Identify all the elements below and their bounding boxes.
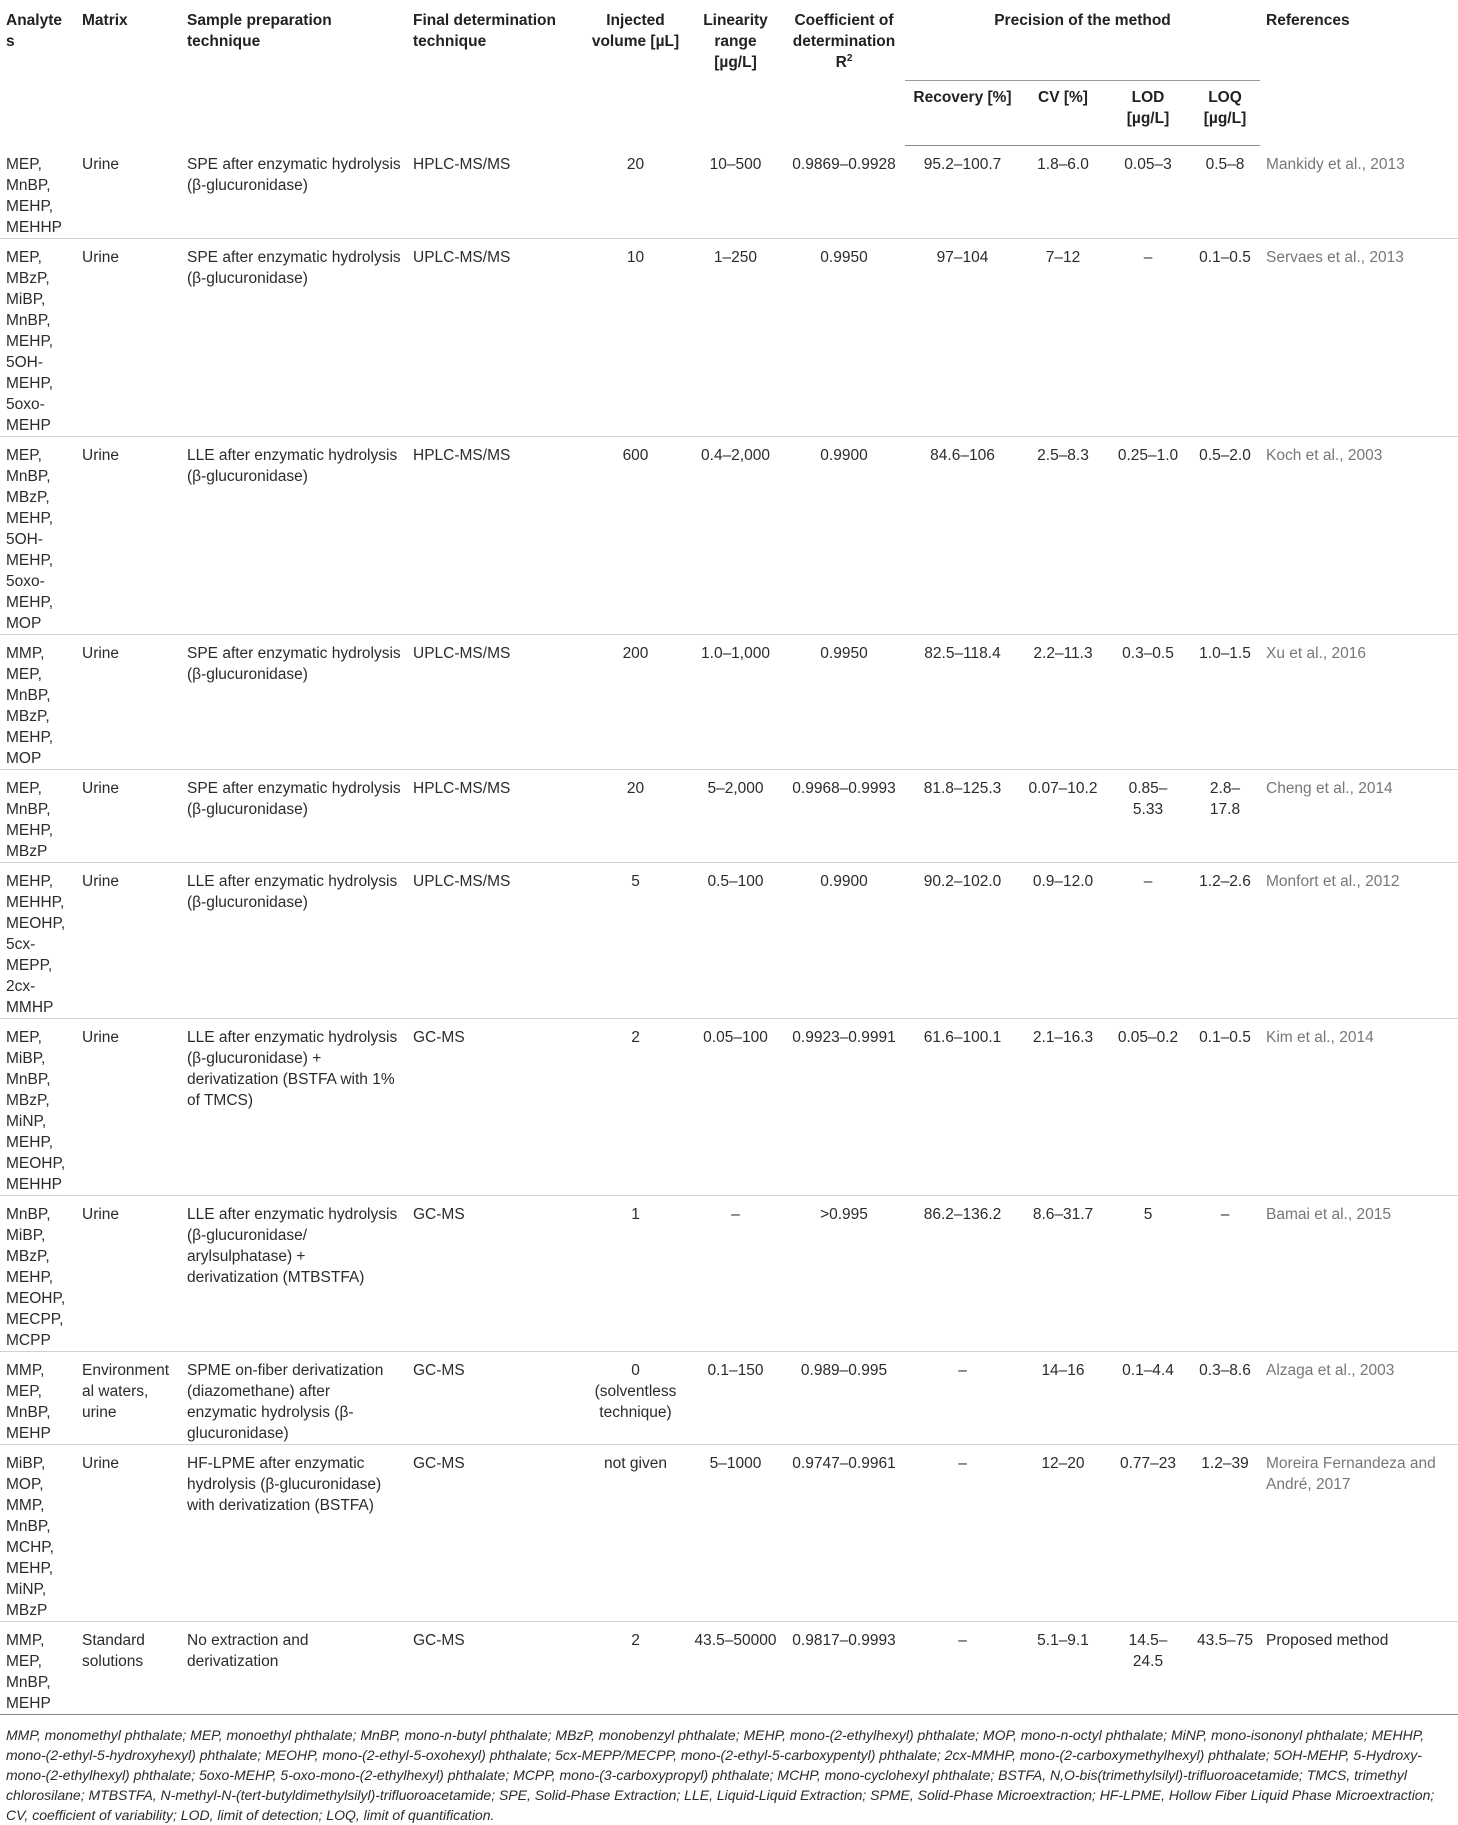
cell-reference: Proposed method (1260, 1621, 1458, 1714)
cell-injected-volume: 20 (583, 769, 688, 862)
cell-lod: – (1106, 238, 1190, 436)
header-lod: LOD [µg/L] (1106, 81, 1190, 146)
cell-reference: Moreira Fernandeza and André, 2017 (1260, 1444, 1458, 1621)
cell-sample-preparation: LLE after enzymatic hydrolysis (β-glucuronidase) + derivatization (BSTFA with 1% of TMCS) (181, 1018, 407, 1195)
table-row (0, 146, 1458, 239)
cell-final-determination: UPLC-MS/MS (407, 862, 583, 1018)
cell-analytes: MEP, MnBP, MEHP, MBzP (0, 769, 76, 862)
table-row (0, 1351, 1458, 1444)
header-recovery: Recovery [%] (905, 81, 1020, 146)
cell-loq: – (1190, 1195, 1260, 1351)
cell-reference: Xu et al., 2016 (1260, 634, 1458, 769)
cell-final-determination: GC-MS (407, 1351, 583, 1444)
cell-loq: 0.3–8.6 (1190, 1351, 1260, 1444)
cell-sample-preparation: LLE after enzymatic hydrolysis (β-glucuronidase) (181, 862, 407, 1018)
cell-analytes: MnBP, MiBP, MBzP, MEHP, MEOHP, MECPP, MCPP (0, 1195, 76, 1351)
cell-linearity-range: 5–1000 (688, 1444, 783, 1621)
cell-cv: 2.5–8.3 (1020, 436, 1106, 634)
cell-lod: 0.3–0.5 (1106, 634, 1190, 769)
cell-final-determination: HPLC-MS/MS (407, 769, 583, 862)
table-body (0, 146, 1458, 1715)
cell-sample-preparation: LLE after enzymatic hydrolysis (β-glucuronidase) (181, 436, 407, 634)
cell-matrix: Urine (76, 634, 181, 769)
cell-recovery: 81.8–125.3 (905, 769, 1020, 862)
cell-final-determination: UPLC-MS/MS (407, 238, 583, 436)
cell-sample-preparation: SPME on-fiber derivatization (diazomethane) after enzymatic hydrolysis (β-glucuronidase) (181, 1351, 407, 1444)
cell-reference: Mankidy et al., 2013 (1260, 146, 1458, 239)
cell-sample-preparation: SPE after enzymatic hydrolysis (β-glucuronidase) (181, 146, 407, 239)
table-row (0, 436, 1458, 634)
table-row (0, 1195, 1458, 1351)
cell-analytes: MMP, MEP, MnBP, MEHP (0, 1621, 76, 1714)
header-loq: LOQ [µg/L] (1190, 81, 1260, 146)
cell-loq: 1.2–2.6 (1190, 862, 1260, 1018)
cell-final-determination: HPLC-MS/MS (407, 436, 583, 634)
cell-recovery: 95.2–100.7 (905, 146, 1020, 239)
header-sample-preparation: Sample preparation technique (187, 12, 332, 50)
cell-cv: 2.1–16.3 (1020, 1018, 1106, 1195)
cell-lod: 0.77–23 (1106, 1444, 1190, 1621)
cell-sample-preparation: SPE after enzymatic hydrolysis (β-glucuronidase) (181, 769, 407, 862)
cell-lod: 0.05–0.2 (1106, 1018, 1190, 1195)
cell-linearity-range: 5–2,000 (688, 769, 783, 862)
cell-analytes: MMP, MEP, MnBP, MBzP, MEHP, MOP (0, 634, 76, 769)
cell-injected-volume: 1 (583, 1195, 688, 1351)
cell-lod: 14.5– 24.5 (1106, 1621, 1190, 1714)
cell-linearity-range: 0.4–2,000 (688, 436, 783, 634)
cell-analytes: MiBP, MOP, MMP, MnBP, MCHP, MEHP, MiNP, MBzP (0, 1444, 76, 1621)
cell-coefficient: 0.9950 (783, 634, 905, 769)
cell-sample-preparation: LLE after enzymatic hydrolysis (β-glucuronidase/ arylsulphatase) + derivatization (MTBSTFA) (181, 1195, 407, 1351)
cell-matrix: Urine (76, 436, 181, 634)
cell-linearity-range: – (688, 1195, 783, 1351)
header-linearity-range: Linearity range [µg/L] (703, 12, 768, 71)
cell-loq: 0.1–0.5 (1190, 1018, 1260, 1195)
cell-coefficient: >0.995 (783, 1195, 905, 1351)
cell-cv: 12–20 (1020, 1444, 1106, 1621)
table-header (0, 0, 1458, 146)
cell-analytes: MEHP, MEHHP, MEOHP, 5cx-MEPP, 2cx-MMHP (0, 862, 76, 1018)
cell-cv: 2.2–11.3 (1020, 634, 1106, 769)
cell-coefficient: 0.9869–0.9928 (783, 146, 905, 239)
table-row (0, 238, 1458, 436)
cell-recovery: 97–104 (905, 238, 1020, 436)
cell-coefficient: 0.989–0.995 (783, 1351, 905, 1444)
cell-linearity-range: 0.05–100 (688, 1018, 783, 1195)
cell-injected-volume: 200 (583, 634, 688, 769)
cell-injected-volume: 2 (583, 1018, 688, 1195)
cell-lod: 0.1–4.4 (1106, 1351, 1190, 1444)
cell-sample-preparation: SPE after enzymatic hydrolysis (β-glucuronidase) (181, 634, 407, 769)
table-row (0, 769, 1458, 862)
cell-sample-preparation: HF-LPME after enzymatic hydrolysis (β-glucuronidase) with derivatization (BSTFA) (181, 1444, 407, 1621)
cell-lod: 0.25–1.0 (1106, 436, 1190, 634)
cell-injected-volume: 2 (583, 1621, 688, 1714)
cell-analytes: MEP, MnBP, MEHP, MEHHP (0, 146, 76, 239)
cell-matrix: Standard solutions (76, 1621, 181, 1714)
cell-loq: 0.1–0.5 (1190, 238, 1260, 436)
header-coefficient-text: Coefficient of determination R (792, 12, 896, 71)
header-final-determination: Final determination technique (413, 12, 556, 50)
cell-injected-volume: 10 (583, 238, 688, 436)
cell-final-determination: GC-MS (407, 1621, 583, 1714)
cell-linearity-range: 10–500 (688, 146, 783, 239)
header-cv: CV [%] (1020, 81, 1106, 146)
cell-recovery: – (905, 1444, 1020, 1621)
cell-linearity-range: 1.0–1,000 (688, 634, 783, 769)
cell-matrix: Urine (76, 862, 181, 1018)
cell-reference: Alzaga et al., 2003 (1260, 1351, 1458, 1444)
header-precision: Precision of the method (994, 12, 1171, 29)
cell-injected-volume: 0 (solventless technique) (583, 1351, 688, 1444)
cell-final-determination: GC-MS (407, 1018, 583, 1195)
cell-recovery: 82.5–118.4 (905, 634, 1020, 769)
header-matrix: Matrix (82, 12, 128, 29)
cell-recovery: – (905, 1621, 1020, 1714)
cell-sample-preparation: SPE after enzymatic hydrolysis (β-glucuronidase) (181, 238, 407, 436)
cell-reference: Koch et al., 2003 (1260, 436, 1458, 634)
cell-reference: Monfort et al., 2012 (1260, 862, 1458, 1018)
cell-matrix: Environmental waters, urine (76, 1351, 181, 1444)
cell-matrix: Urine (76, 238, 181, 436)
cell-coefficient: 0.9900 (783, 862, 905, 1018)
cell-linearity-range: 1–250 (688, 238, 783, 436)
cell-reference: Kim et al., 2014 (1260, 1018, 1458, 1195)
cell-reference: Bamai et al., 2015 (1260, 1195, 1458, 1351)
cell-analytes: MEP, MiBP, MnBP, MBzP, MiNP, MEHP, MEOHP, MEHHP (0, 1018, 76, 1195)
cell-linearity-range: 0.1–150 (688, 1351, 783, 1444)
cell-recovery: 61.6–100.1 (905, 1018, 1020, 1195)
cell-lod: 0.05–3 (1106, 146, 1190, 239)
table-row (0, 1018, 1458, 1195)
header-coefficient (783, 0, 905, 146)
table-footnote: MMP, monomethyl phthalate; MEP, monoethyl phthalate; MnBP, mono-n-butyl phthalate; MBzP, monobenzyl phthalate; MEHP, mono-(2-ethylhexyl) phthalate; MOP, mono-n-octyl phthalate; MiNP, mono-isononyl phthalate; MEHHP, mono-(2-ethyl-5-hydroxyhexyl) phthalate; MEOHP, mono-(2-ethyl-5-oxohexyl) phthalate; 5cx-MEPP/MECPP, mono-(2-ethyl-5-carboxypentyl) phthalate; 2cx-MMHP, mono-(2-carboxymethylhexyl) phthalate; 5OH-MEHP, 5-Hydroxy-mono-(2-ethylhexyl) phthalate; 5oxo-MEHP, 5-oxo-mono-(2-ethylhexyl) phthalate; MCPP, mono-(3-carboxypropyl) phthalate; MCHP, mono-cyclohexyl phthalate; BSTFA, N,O-bis(trimethylsilyl)-trifluoroacetamide; TMCS, trimethyl chlorosilane; MTBSTFA, N-methyl-N-(tert-butyldimethylsilyl)-trifluoroacetamide; SPE, Solid-Phase Extraction; LLE, Liquid-Liquid Extraction; SPME, Solid-Phase Microextraction; HF-LPME, Hollow Fiber Liquid Phase Microextraction; CV, coefficient of variability; LOD, limit of detection; LOQ, limit of quantification. (6, 1727, 1435, 1823)
cell-loq: 43.5–75 (1190, 1621, 1260, 1714)
cell-recovery: – (905, 1351, 1020, 1444)
cell-cv: 5.1–9.1 (1020, 1621, 1106, 1714)
cell-lod: 0.85– 5.33 (1106, 769, 1190, 862)
cell-cv: 8.6–31.7 (1020, 1195, 1106, 1351)
cell-loq: 0.5–8 (1190, 146, 1260, 239)
cell-matrix: Urine (76, 1444, 181, 1621)
cell-sample-preparation: No extraction and derivatization (181, 1621, 407, 1714)
cell-cv: 0.07–10.2 (1020, 769, 1106, 862)
table-row (0, 1444, 1458, 1621)
cell-analytes: MEP, MBzP, MiBP, MnBP, MEHP, 5OH-MEHP, 5oxo-MEHP (0, 238, 76, 436)
cell-final-determination: GC-MS (407, 1444, 583, 1621)
cell-recovery: 84.6–106 (905, 436, 1020, 634)
cell-final-determination: HPLC-MS/MS (407, 146, 583, 239)
cell-linearity-range: 0.5–100 (688, 862, 783, 1018)
cell-final-determination: GC-MS (407, 1195, 583, 1351)
cell-injected-volume: 5 (583, 862, 688, 1018)
cell-loq: 1.0–1.5 (1190, 634, 1260, 769)
cell-lod: – (1106, 862, 1190, 1018)
cell-matrix: Urine (76, 1195, 181, 1351)
cell-loq: 2.8–17.8 (1190, 769, 1260, 862)
cell-coefficient: 0.9900 (783, 436, 905, 634)
header-injected-volume: Injected volume [µL] (591, 12, 680, 50)
header-analytes: Analytes (6, 12, 62, 50)
cell-linearity-range: 43.5–50000 (688, 1621, 783, 1714)
cell-matrix: Urine (76, 769, 181, 862)
cell-loq: 1.2–39 (1190, 1444, 1260, 1621)
header-coefficient-sup: 2 (846, 52, 853, 64)
cell-coefficient: 0.9747–0.9961 (783, 1444, 905, 1621)
cell-cv: 7–12 (1020, 238, 1106, 436)
cell-recovery: 90.2–102.0 (905, 862, 1020, 1018)
cell-cv: 1.8–6.0 (1020, 146, 1106, 239)
header-references: References (1266, 12, 1350, 29)
table-row (0, 862, 1458, 1018)
cell-cv: 0.9–12.0 (1020, 862, 1106, 1018)
cell-matrix: Urine (76, 146, 181, 239)
cell-reference: Servaes et al., 2013 (1260, 238, 1458, 436)
cell-lod: 5 (1106, 1195, 1190, 1351)
cell-matrix: Urine (76, 1018, 181, 1195)
cell-coefficient: 0.9950 (783, 238, 905, 436)
table-row (0, 1621, 1458, 1714)
cell-cv: 14–16 (1020, 1351, 1106, 1444)
cell-analytes: MMP, MEP, MnBP, MEHP (0, 1351, 76, 1444)
cell-loq: 0.5–2.0 (1190, 436, 1260, 634)
cell-injected-volume: 20 (583, 146, 688, 239)
table-row (0, 634, 1458, 769)
cell-reference: Cheng et al., 2014 (1260, 769, 1458, 862)
cell-coefficient: 0.9817–0.9993 (783, 1621, 905, 1714)
cell-recovery: 86.2–136.2 (905, 1195, 1020, 1351)
cell-coefficient: 0.9923–0.9991 (783, 1018, 905, 1195)
cell-injected-volume: not given (583, 1444, 688, 1621)
cell-coefficient: 0.9968–0.9993 (783, 769, 905, 862)
cell-final-determination: UPLC-MS/MS (407, 634, 583, 769)
cell-analytes: MEP, MnBP, MBzP, MEHP, 5OH-MEHP, 5oxo-MEHP, MOP (0, 436, 76, 634)
cell-injected-volume: 600 (583, 436, 688, 634)
